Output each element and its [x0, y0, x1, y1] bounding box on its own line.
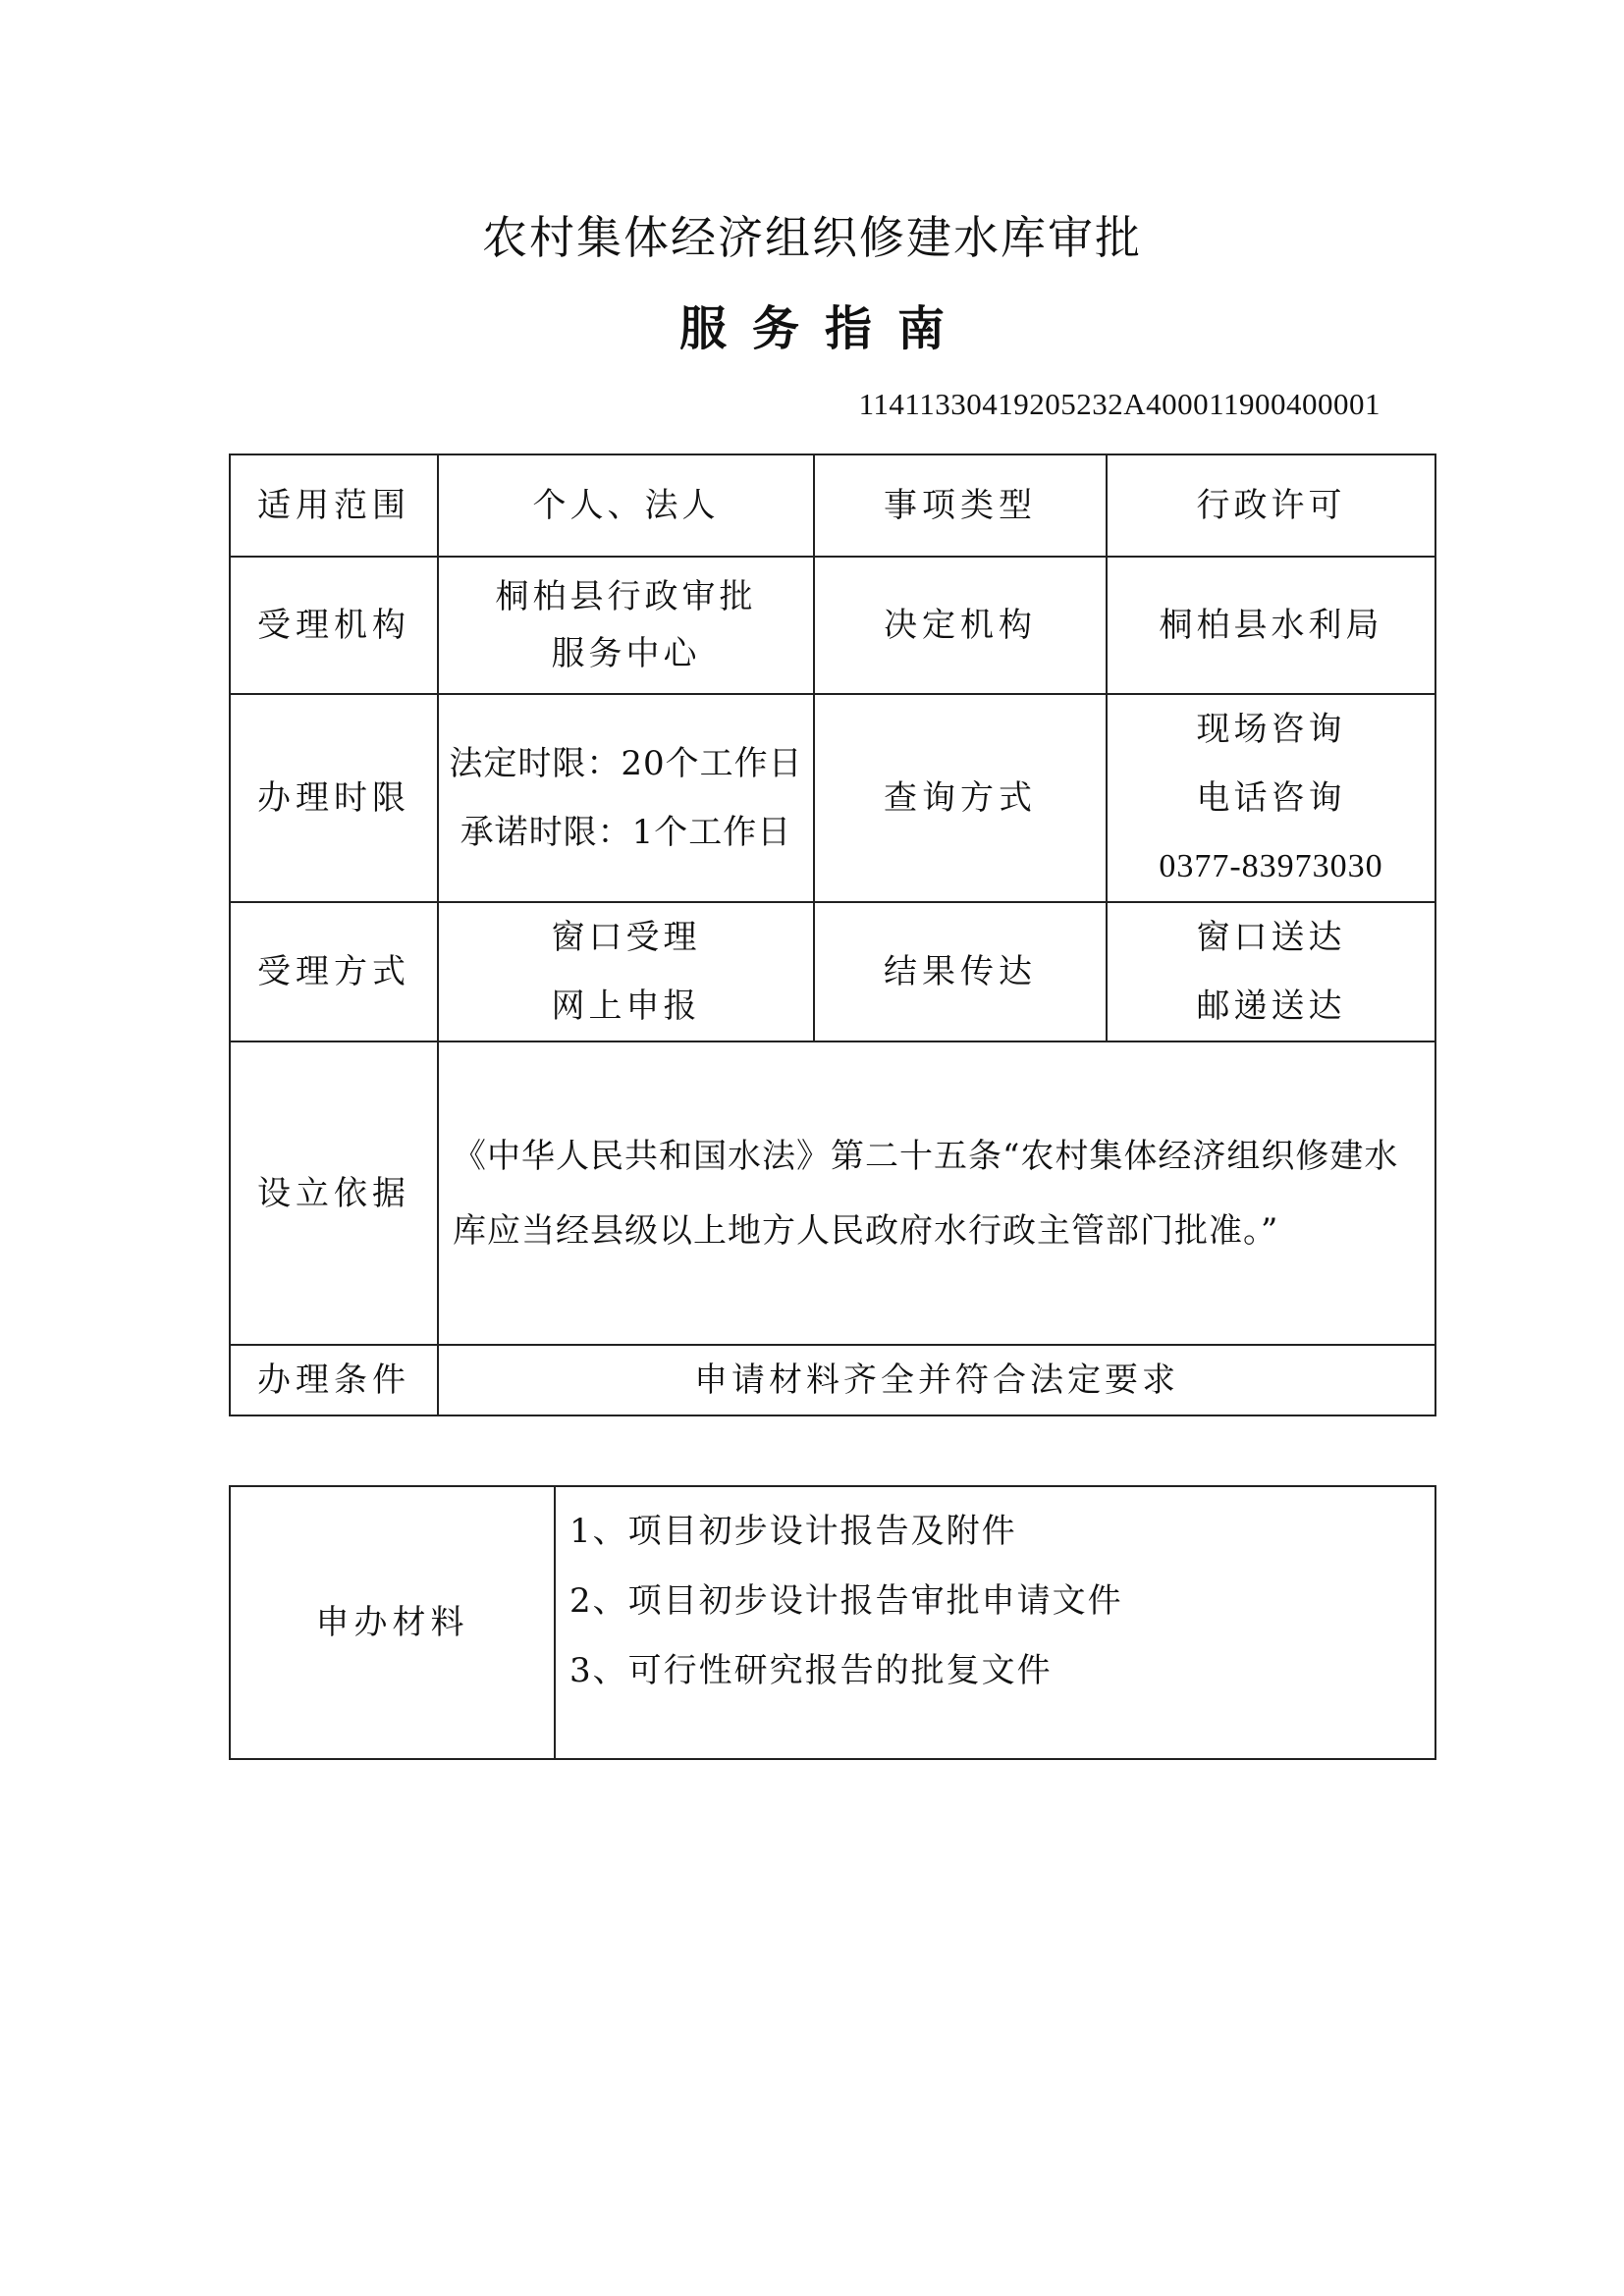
table-row: [230, 1486, 1435, 1759]
document-code: 11411330419205232A400011900400001: [858, 387, 1380, 421]
accept-org-line: 服务中心: [551, 634, 701, 673]
legal-basis-label: 设立依据: [230, 1041, 438, 1345]
table-row: [230, 1345, 1435, 1415]
accept-org-label: 受理机构: [230, 557, 438, 694]
legal-time-limit: 法定时限：20个工作日: [449, 744, 803, 783]
page-subtitle: 服务指南: [678, 301, 970, 356]
materials-label: 申办材料: [230, 1486, 555, 1759]
table-row: [230, 557, 1435, 694]
materials-table: [229, 1485, 1436, 1760]
type-label: 事项类型: [814, 454, 1107, 557]
accept-org-line: 桐柏县行政审批: [495, 577, 757, 616]
conditions-label: 办理条件: [230, 1345, 438, 1415]
table-row: [230, 694, 1435, 902]
query-phone-consult: 电话咨询: [1196, 778, 1346, 818]
decide-org-label: 决定机构: [814, 557, 1107, 694]
accept-method-label: 受理方式: [230, 902, 438, 1041]
materials-list: [555, 1486, 1435, 1759]
legal-basis-text: 《中华人民共和国水法》第二十五条“农村集体经济组织修建水库应当经县级以上地方人民政府水行政主管部门批准。”: [438, 1041, 1435, 1345]
query-method-value: [1107, 694, 1435, 902]
promised-time-limit: 承诺时限：1个工作日: [460, 813, 792, 852]
accept-org-value: [438, 557, 814, 694]
time-limit-label: 办理时限: [230, 694, 438, 902]
decide-org-value: 桐柏县水利局: [1107, 557, 1435, 694]
page-title: 农村集体经济组织修建水库审批: [482, 211, 1142, 264]
time-limit-value: [438, 694, 814, 902]
result-delivery-line: 窗口送达: [1196, 918, 1346, 957]
query-onsite: 现场咨询: [1196, 710, 1346, 749]
accept-method-value: [438, 902, 814, 1041]
type-value: 行政许可: [1107, 454, 1435, 557]
accept-method-line: 窗口受理: [551, 918, 701, 957]
list-item: 1、项目初步设计报告及附件: [569, 1512, 1017, 1551]
table-row: [230, 1041, 1435, 1345]
conditions-value: 申请材料齐全并符合法定要求: [438, 1345, 1435, 1415]
query-method-label: 查询方式: [814, 694, 1107, 902]
result-delivery-value: [1107, 902, 1435, 1041]
list-item: 3、可行性研究报告的批复文件: [569, 1651, 1053, 1690]
query-phone-number: 0377-83973030: [1159, 848, 1383, 884]
service-guide-table: [229, 454, 1436, 1416]
accept-method-line: 网上申报: [551, 987, 701, 1026]
table-row: [230, 902, 1435, 1041]
scope-value: 个人、法人: [438, 454, 814, 557]
result-delivery-label: 结果传达: [814, 902, 1107, 1041]
list-item: 2、项目初步设计报告审批申请文件: [569, 1581, 1123, 1621]
scope-label: 适用范围: [230, 454, 438, 557]
result-delivery-line: 邮递送达: [1196, 987, 1346, 1026]
table-row: [230, 454, 1435, 557]
